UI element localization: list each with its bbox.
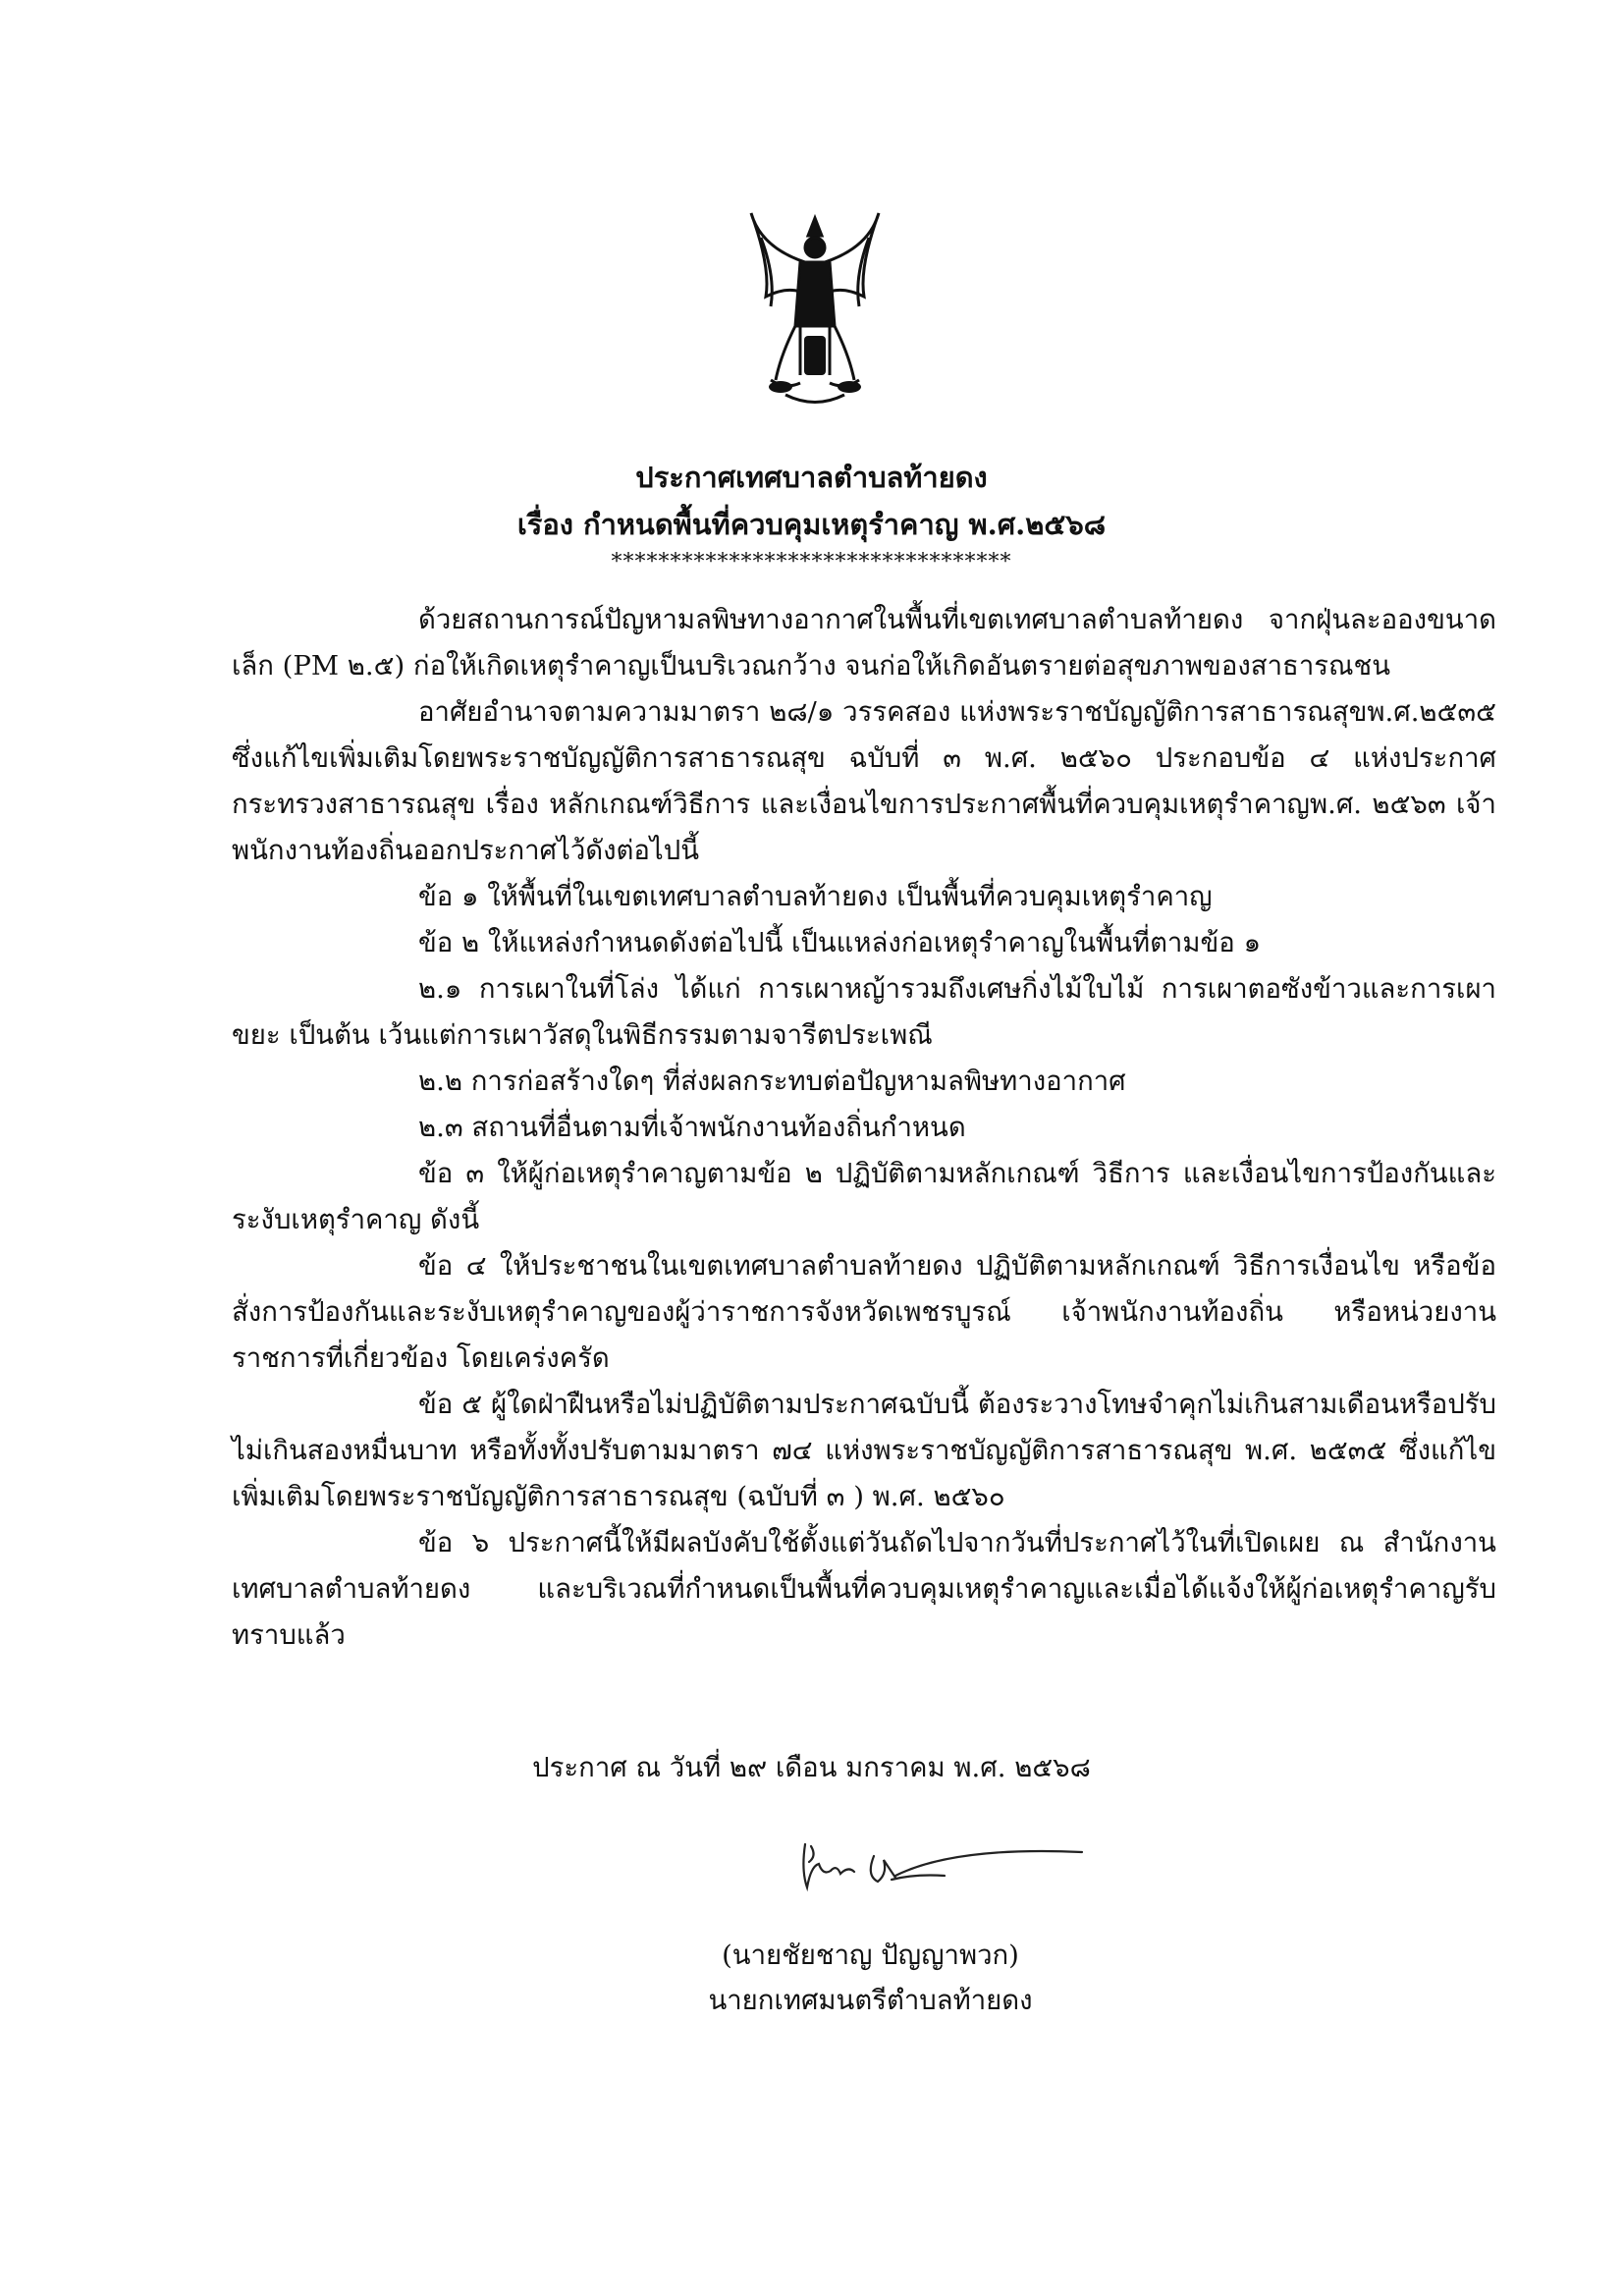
- paragraph-clause-1: ข้อ ๑ ให้พื้นที่ในเขตเทศบาลตำบลท้ายดง เป็นพื้นที่ควบคุมเหตุรำคาญ: [418, 881, 1213, 912]
- announcement-header: [0, 454, 1623, 577]
- signer-block: [0, 1933, 1623, 2023]
- signer-position: นายกเทศมนตรีตำบลท้ายดง: [708, 1985, 1033, 2016]
- paragraph-clause-2: ข้อ ๒ ให้แหล่งกำหนดดังต่อไปนี้ เป็นแหล่งก่อเหตุรำคาญในพื้นที่ตามข้อ ๑: [418, 927, 1262, 958]
- paragraph-clause-3: ข้อ ๓ ให้ผู้ก่อเหตุรำคาญตามข้อ ๒ ปฏิบัติตามหลักเกณฑ์ วิธีการ และเงื่อนไขการป้องกันและระงับเหตุรำคาญ ดังนี้: [232, 1158, 1496, 1235]
- paragraph-clause-5: ข้อ ๕ ผู้ใดฝ่าฝืนหรือไม่ปฏิบัติตามประกาศฉบับนี้ ต้องระวางโทษจำคุกไม่เกินสามเดือนหรือปรับไม่เกินสองหมื่นบาท หรือทั้งทั้งปรับตามมาตรา ๗๔ แห่งพระราชบัญญัติการสาธารณสุข พ.ศ. ๒๕๓๕ ซึ่งแก้ไขเพิ่มเติมโดยพระราชบัญญัติการสาธารณสุข (ฉบับที่ ๓ ) พ.ศ. ๒๕๖๐: [232, 1389, 1496, 1512]
- paragraph-clause-4: ข้อ ๔ ให้ประชาชนในเขตเทศบาลตำบลท้ายดง ปฏิบัติตามหลักเกณฑ์ วิธีการเงื่อนไข หรือข้อสั่งการป้องกันและระงับเหตุรำคาญของผู้ว่าราชการจังหวัดเพชรบูรณ์ เจ้าพนักงานท้องถิ่น หรือหน่วยงานราชการที่เกี่ยวข้อง โดยเคร่งครัด: [232, 1250, 1496, 1374]
- paragraph-clause-2-2: ๒.๒ การก่อสร้างใดๆ ที่ส่งผลกระทบต่อปัญหามลพิษทางอากาศ: [418, 1066, 1126, 1097]
- paragraph-authority: อาศัยอำนาจตามความมาตรา ๒๘/๑ วรรคสอง แห่งพระราชบัญญัติการสาธารณสุขพ.ศ.๒๕๓๕ ซึ่งแก้ไขเพิ่มเติมโดยพระราชบัญญัติการสาธารณสุข ฉบับที่ ๓ พ.ศ. ๒๕๖๐ ประกอบข้อ ๔ แห่งประกาศกระทรวงสาธารณสุข เรื่อง หลักเกณฑ์วิธีการ และเงื่อนไขการประกาศพื้นที่ควบคุมเหตุรำคาญพ.ศ. ๒๕๖๓ เจ้าพนักงานท้องถิ่นออกประกาศไว้ดังต่อไปนี้: [232, 696, 1496, 866]
- announcement-title: ประกาศเทศบาลตำบลท้ายดง: [635, 461, 988, 494]
- paragraph-clause-6: ข้อ ๖ ประกาศนี้ให้มีผลบังคับใช้ตั้งแต่วันถัดไปจากวันที่ประกาศไว้ในที่เปิดเผย ณ สำนักงานเทศบาลตำบลท้ายดง และบริเวณที่กำหนดเป็นพื้นที่ควบคุมเหตุรำคาญและเมื่อได้แจ้งให้ผู้ก่อเหตุรำคาญรับทราบแล้ว: [232, 1527, 1496, 1651]
- announcement-subject: เรื่อง กำหนดพื้นที่ควบคุมเหตุรำคาญ พ.ศ.๒๕๖๘: [516, 508, 1107, 541]
- separator-line: **********************************: [611, 550, 1012, 574]
- garuda-emblem-icon: [741, 208, 889, 414]
- paragraph-clause-2-3: ๒.๓ สถานที่อื่นตามที่เจ้าพนักงานท้องถิ่นกำหนด: [418, 1112, 966, 1143]
- announcement-date: ประกาศ ณ วันที่ ๒๙ เดือน มกราคม พ.ศ. ๒๕๖๘: [532, 1752, 1091, 1783]
- paragraph-situation: ด้วยสถานการณ์ปัญหามลพิษทางอากาศในพื้นที่เขตเทศบาลตำบลท้ายดง จากฝุ่นละอองขนาดเล็ก (PM ๒.๕) ก่อให้เกิดเหตุรำคาญเป็นบริเวณกว้าง จนก่อให้เกิดอันตรายต่อสุขภาพของสาธารณชน: [232, 604, 1496, 682]
- paragraph-clause-2-1: ๒.๑ การเผาในที่โล่ง ได้แก่ การเผาหญ้ารวมถึงเศษกิ่งไม้ใบไม้ การเผาตอซังข้าวและการเผาขยะ เป็นต้น เว้นแต่การเผาวัสดุในพิธีกรรมตามจารีตประเพณี: [232, 973, 1496, 1051]
- announcement-body: [232, 597, 1496, 1659]
- signer-name: (นายชัยชาญ ปัญญาพวก): [722, 1940, 1019, 1971]
- signature-icon: [797, 1817, 1092, 1905]
